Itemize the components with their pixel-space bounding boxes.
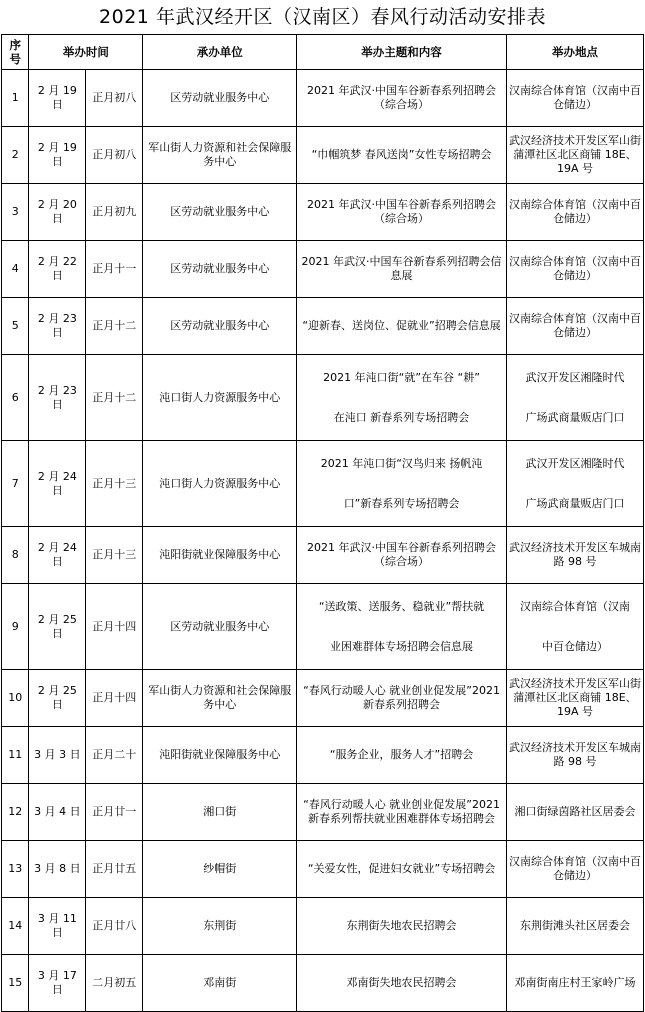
header-place: 举办地点 xyxy=(506,35,643,70)
row-org: 区劳动就业服务中心 xyxy=(143,241,297,298)
row-date: 2 月 19 日 xyxy=(29,70,86,127)
row-place-line: 汉南综合体育馆（汉南中百仓储边） xyxy=(508,198,641,225)
table-row xyxy=(2,955,644,1012)
row-no: 10 xyxy=(2,670,29,727)
row-lunar: 正月廿一 xyxy=(86,784,143,841)
row-place-line: 东荆街滩头社区居委会 xyxy=(519,919,630,932)
row-theme xyxy=(297,355,507,441)
row-no: 8 xyxy=(2,527,29,584)
row-lunar: 二月初五 xyxy=(86,955,143,1012)
row-theme xyxy=(297,441,507,527)
row-org: 区劳动就业服务中心 xyxy=(143,584,297,670)
row-place-line: 武汉开发区湘隆时代 xyxy=(525,370,625,384)
row-lunar: 正月十四 xyxy=(86,584,143,670)
row-theme-line: “春风行动暖人心 就业创业促发展”2021 新春系列帮扶就业困难群体专场招聘会 xyxy=(303,798,500,825)
row-place-line: 汉南综合体育馆（汉南中百仓储边） xyxy=(508,255,641,282)
table-row xyxy=(2,70,644,127)
row-theme xyxy=(297,898,507,955)
row-place xyxy=(506,727,643,784)
row-theme xyxy=(297,955,507,1012)
row-theme xyxy=(297,70,507,127)
row-theme-line: 邓南街失地农民招聘会 xyxy=(346,976,457,989)
row-date: 2 月 19 日 xyxy=(29,127,86,184)
row-date: 2 月 24 日 xyxy=(29,527,86,584)
row-place-line: 汉南综合体育馆（汉南 xyxy=(519,599,630,613)
header-theme: 举办主题和内容 xyxy=(297,35,507,70)
row-date: 2 月 25 日 xyxy=(29,670,86,727)
row-place-line: 中百仓储边） xyxy=(541,639,608,653)
row-theme xyxy=(297,298,507,355)
row-place xyxy=(506,355,643,441)
row-lunar: 正月初八 xyxy=(86,127,143,184)
row-no: 6 xyxy=(2,355,29,441)
row-no: 15 xyxy=(2,955,29,1012)
row-no: 12 xyxy=(2,784,29,841)
row-org: 沌口街人力资源服务中心 xyxy=(143,441,297,527)
row-date: 3 月 3 日 xyxy=(29,727,86,784)
row-theme-line: 2021 年武汉·中国车谷新春系列招聘会（综合场） xyxy=(307,541,497,568)
schedule-table xyxy=(1,34,644,1012)
row-theme-line: 2021 年武汉·中国车谷新春系列招聘会（综合场） xyxy=(307,198,497,225)
row-theme-line: 2021 年武汉·中国车谷新春系列招聘会（综合场） xyxy=(307,84,497,111)
row-place-line: 武汉经济技术开发区车城南路 98 号 xyxy=(508,541,641,568)
table-row xyxy=(2,298,644,355)
row-place-line: 广场武商量贩店门口 xyxy=(525,496,625,510)
table-row xyxy=(2,784,644,841)
row-org: 区劳动就业服务中心 xyxy=(143,184,297,241)
row-place xyxy=(506,70,643,127)
header-no: 序号 xyxy=(2,35,29,70)
row-lunar: 正月十二 xyxy=(86,355,143,441)
row-lunar: 正月廿八 xyxy=(86,898,143,955)
row-theme-line: 2021 年沌口街“汉鸟归来 扬帆沌 xyxy=(320,456,483,470)
row-date: 2 月 23 日 xyxy=(29,298,86,355)
row-place-line: 武汉开发区湘隆时代 xyxy=(525,456,625,470)
row-lunar: 正月十三 xyxy=(86,441,143,527)
row-theme xyxy=(297,584,507,670)
row-theme-line: 2021 年武汉·中国车谷新春系列招聘会信息展 xyxy=(301,255,502,282)
row-theme xyxy=(297,241,507,298)
row-place xyxy=(506,184,643,241)
row-org: 沌阳街就业保障服务中心 xyxy=(143,527,297,584)
row-org: 邓南街 xyxy=(143,955,297,1012)
table-row xyxy=(2,727,644,784)
row-lunar: 正月初八 xyxy=(86,70,143,127)
row-theme xyxy=(297,527,507,584)
row-theme-line: “关爱女性，促进妇女就业”专场招聘会 xyxy=(307,862,496,875)
row-theme-line: 东荆街失地农民招聘会 xyxy=(346,919,457,932)
row-theme-line: “服务企业，服务人才”招聘会 xyxy=(329,748,474,761)
row-date: 3 月 8 日 xyxy=(29,841,86,898)
row-org: 军山街人力资源和社会保障服务中心 xyxy=(143,127,297,184)
row-place-line: 武汉经济技术开发区车城南路 98 号 xyxy=(508,741,641,768)
row-theme-line: “送政策、送服务、稳就业”帮扶就 xyxy=(318,599,485,613)
row-place xyxy=(506,955,643,1012)
row-place xyxy=(506,841,643,898)
row-date: 2 月 25 日 xyxy=(29,584,86,670)
row-place-line: 汉南综合体育馆（汉南中百仓储边） xyxy=(508,84,641,111)
page-title: 2021 年武汉经开区（汉南区）春风行动活动安排表 xyxy=(99,6,546,28)
table-row xyxy=(2,127,644,184)
row-no: 14 xyxy=(2,898,29,955)
row-theme-line: 在沌口 新春系列专场招聘会 xyxy=(333,410,470,424)
row-theme-line: 口”新春系列专场招聘会 xyxy=(343,496,460,510)
row-place xyxy=(506,784,643,841)
row-lunar: 正月十二 xyxy=(86,298,143,355)
row-place-line: 湘口街绿茵路社区居委会 xyxy=(514,805,636,818)
row-place xyxy=(506,670,643,727)
row-no: 2 xyxy=(2,127,29,184)
row-theme-line: “迎新春、送岗位、促就业”招聘会信息展 xyxy=(302,319,501,332)
row-place xyxy=(506,898,643,955)
row-date: 2 月 23 日 xyxy=(29,355,86,441)
row-lunar: 正月十一 xyxy=(86,241,143,298)
table-row xyxy=(2,355,644,441)
header-time: 举办时间 xyxy=(29,35,143,70)
row-theme-line: 业困难群体专场招聘会信息展 xyxy=(330,639,474,653)
table-row xyxy=(2,441,644,527)
row-org: 纱帽街 xyxy=(143,841,297,898)
row-org: 沌阳街就业保障服务中心 xyxy=(143,727,297,784)
table-row xyxy=(2,841,644,898)
table-row xyxy=(2,527,644,584)
row-theme xyxy=(297,184,507,241)
row-place-line: 汉南综合体育馆（汉南中百仓储边） xyxy=(508,855,641,882)
row-no: 5 xyxy=(2,298,29,355)
row-org: 区劳动就业服务中心 xyxy=(143,70,297,127)
row-theme-line: “巾帼筑梦 春风送岗”女性专场招聘会 xyxy=(311,148,492,161)
row-lunar: 正月二十 xyxy=(86,727,143,784)
row-place-line: 广场武商量贩店门口 xyxy=(525,410,625,424)
row-place-line: 武汉经济技术开发区军山街蒲潭社区北区商铺 18E、19A 号 xyxy=(508,677,641,718)
row-theme xyxy=(297,727,507,784)
header-org: 承办单位 xyxy=(143,35,297,70)
row-date: 2 月 20 日 xyxy=(29,184,86,241)
table-row xyxy=(2,184,644,241)
row-no: 9 xyxy=(2,584,29,670)
row-date: 2 月 24 日 xyxy=(29,441,86,527)
row-theme-line: 2021 年沌口街“就”在车谷 “耕” xyxy=(323,370,480,384)
table-row xyxy=(2,670,644,727)
row-theme xyxy=(297,841,507,898)
row-place xyxy=(506,441,643,527)
row-no: 1 xyxy=(2,70,29,127)
row-place xyxy=(506,527,643,584)
row-place xyxy=(506,241,643,298)
row-no: 7 xyxy=(2,441,29,527)
row-place xyxy=(506,584,643,670)
row-org: 东荆街 xyxy=(143,898,297,955)
row-theme xyxy=(297,127,507,184)
row-no: 4 xyxy=(2,241,29,298)
table-row xyxy=(2,898,644,955)
table-row xyxy=(2,584,644,670)
row-lunar: 正月十四 xyxy=(86,670,143,727)
row-place xyxy=(506,127,643,184)
row-lunar: 正月十三 xyxy=(86,527,143,584)
row-place xyxy=(506,298,643,355)
row-org: 湘口街 xyxy=(143,784,297,841)
row-date: 3 月 11 日 xyxy=(29,898,86,955)
row-theme xyxy=(297,670,507,727)
row-no: 3 xyxy=(2,184,29,241)
row-theme-line: “春风行动暖人心 就业创业促发展”2021 新春系列招聘会 xyxy=(303,684,500,711)
row-place-line: 武汉经济技术开发区军山街蒲潭社区北区商铺 18E、19A 号 xyxy=(508,134,641,175)
row-theme xyxy=(297,784,507,841)
row-org: 沌口街人力资源服务中心 xyxy=(143,355,297,441)
row-place-line: 邓南街南庄村王家岭广场 xyxy=(514,976,636,989)
table-row xyxy=(2,241,644,298)
row-date: 3 月 17 日 xyxy=(29,955,86,1012)
row-place-line: 汉南综合体育馆（汉南中百仓储边） xyxy=(508,312,641,339)
row-no: 13 xyxy=(2,841,29,898)
row-lunar: 正月初九 xyxy=(86,184,143,241)
row-lunar: 正月廿五 xyxy=(86,841,143,898)
row-org: 区劳动就业服务中心 xyxy=(143,298,297,355)
row-no: 11 xyxy=(2,727,29,784)
header-row xyxy=(2,35,644,70)
row-org: 军山街人力资源和社会保障服务中心 xyxy=(143,670,297,727)
row-date: 2 月 22 日 xyxy=(29,241,86,298)
row-date: 3 月 4 日 xyxy=(29,784,86,841)
